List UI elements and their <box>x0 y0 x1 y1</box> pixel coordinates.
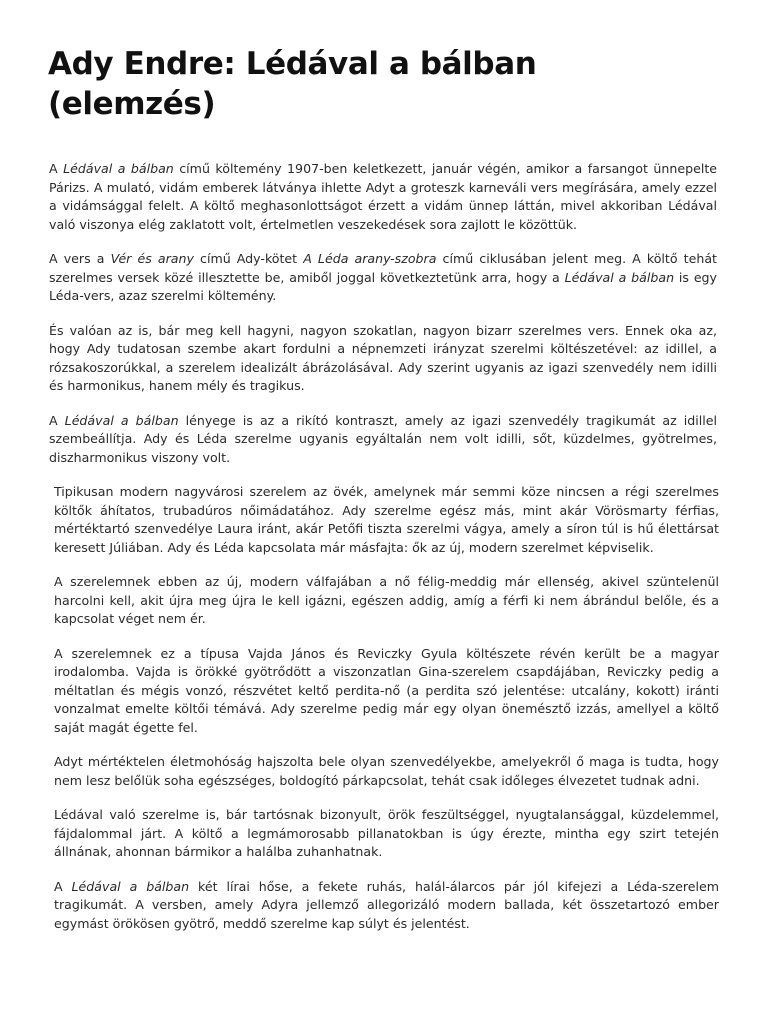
text-run: És valóan az is, bár meg kell hagyni, nagyon szokatlan, nagyon bizarr szerelmes vers. Ennek oka az, hogy Ady tudatosan szembe akart fordulni a népnemzeti irányzat szerelmi költészetével: az idillel, a rózsakoszorúkkal, a szerelem idealizált ábrázolásával. Ady szerint ugyanis az igazi szenvedély nem idilli és harmonikus, hanem mély és tragikus. <box>49 322 717 393</box>
text-run: A <box>49 412 65 428</box>
paragraph-3 <box>49 322 717 396</box>
paragraph-9 <box>54 806 719 862</box>
italic-title-run: Lédával a bálban <box>64 412 179 428</box>
italic-title-run: Lédával a bálban <box>564 269 675 285</box>
paragraph-7 <box>54 645 719 738</box>
text-run: A vers a <box>49 251 111 266</box>
paragraph-4 <box>49 412 717 468</box>
paragraph-6 <box>54 573 719 629</box>
text-run: A <box>54 878 72 894</box>
text-run: Adyt mértéktelen életmohóság hajszolta bele olyan szenvedélyekbe, amelyekről ő maga is tudta, hogy nem lesz belőlük soha egészséges, boldogító párkapcsolat, tehát csak időleges élvezetet tudnak adni. <box>54 754 719 788</box>
text-run: A szerelemnek ebben az új, modern válfajában a nő félig-meddig már ellenség, akivel szüntelenül harcolni kell, akit újra meg újra le kell igázni, egészen addig, amíg a férfi ki nem ábrándul belőle, és a kapcsolat véget nem ér. <box>54 574 719 626</box>
text-run: című Ady-kötet <box>193 251 304 266</box>
text-run: Lédával való szerelme is, bár tartósnak bizonyult, örök feszültséggel, nyugtalansággal, küzdelemmel, fájdalommal járt. A költő a legmámorosabb pillanatokban is úgy érezte, mintha egy szirt tetején állnának, ahonnan bármikor a halálba zuhanhatnak. <box>54 807 719 859</box>
text-run: lényege is az a rikító kontraszt, amely az igazi szenvedély tragikumát az idillel szembeállítja. Ady és Léda szerelme ugyanis egyáltalán nem volt idilli, sőt, küzdelmes, gyötrelmes, diszharmonikus viszony volt. <box>49 412 717 465</box>
italic-title-run: Lédával a bálban <box>71 878 190 894</box>
article-body <box>49 160 717 949</box>
paragraph-1 <box>49 160 717 234</box>
text-run: A szerelemnek ez a típusa Vajda János és Reviczky Gyula költészete révén került be a magyar irodalomba. Vajda is örökké gyötrődött a viszonzatlan Gina-szerelem csapdájában, Reviczky pedig a méltatlan és mégis vonzó, részvétet keltő perdita-nő (a perdita szó jelentése: utcalány, kokott) iránti vonzalmat emelte költői témává. Ady szerelme pedig már egy olyan önemésztő izzás, amellyel a költő saját magát égette fel. <box>54 645 719 735</box>
paragraph-2 <box>49 250 717 306</box>
paragraph-5 <box>54 483 719 557</box>
paragraph-8 <box>54 753 719 790</box>
text-run: is egy Léda-vers, azaz szerelmi költemény. <box>49 269 718 303</box>
italic-title-run: A Léda arany-szobra <box>303 251 437 266</box>
text-run: A <box>49 161 64 176</box>
text-run: két lírai hőse, a fekete ruhás, halál-álarcos pár jól kifejezi a Léda-szerelem tragikumát. A versben, amely Adyra jellemző allegorizáló modern ballada, két összetartozó ember egymást örökösen gyötrő, meddő szerelme kap súlyt és jelentést. <box>54 878 719 931</box>
italic-title-run: Vér és arany <box>110 251 194 266</box>
text-run: című költemény 1907-ben keletkezett, január végén, amikor a farsangot ünnepelte Párizs. A mulató, vidám emberek látványa ihlette Adyt a groteszk karneváli vers megírására, amely ezzel a vidámsággal felelt. A költő meghasonlottságot érzett a vidám ünnep láttán, mivel akkoriban Lédával való viszonya elég zaklatott volt, értelmetlen veszekedések sora zajlott le közöttük. <box>49 161 718 232</box>
text-run: című ciklusában jelent meg. A költő tehát szerelmes versek közé illesztette be, amiből joggal következtetünk arra, hogy a <box>49 251 717 285</box>
italic-title-run: Lédával a bálban <box>63 161 174 176</box>
article-title: Ady Endre: Lédával a bálban (elemzés) <box>48 46 537 122</box>
text-run: Tipikusan modern nagyvárosi szerelem az övék, amelynek már semmi köze nincsen a régi szerelmes költők áhítatos, trubadúros nőimádatához. Ady szerelme egész más, mint akár Vörösmarty férfias, mértéktartó szenvedélye Laura iránt, akár Petőfi tiszta szerelmi vágya, amely a síron túl is hű élettársat keresett Júliában. Ady és Léda kapcsolata már másfajta: ők az új, modern szerelmet képviselik. <box>54 484 719 555</box>
paragraph-10 <box>54 878 719 934</box>
